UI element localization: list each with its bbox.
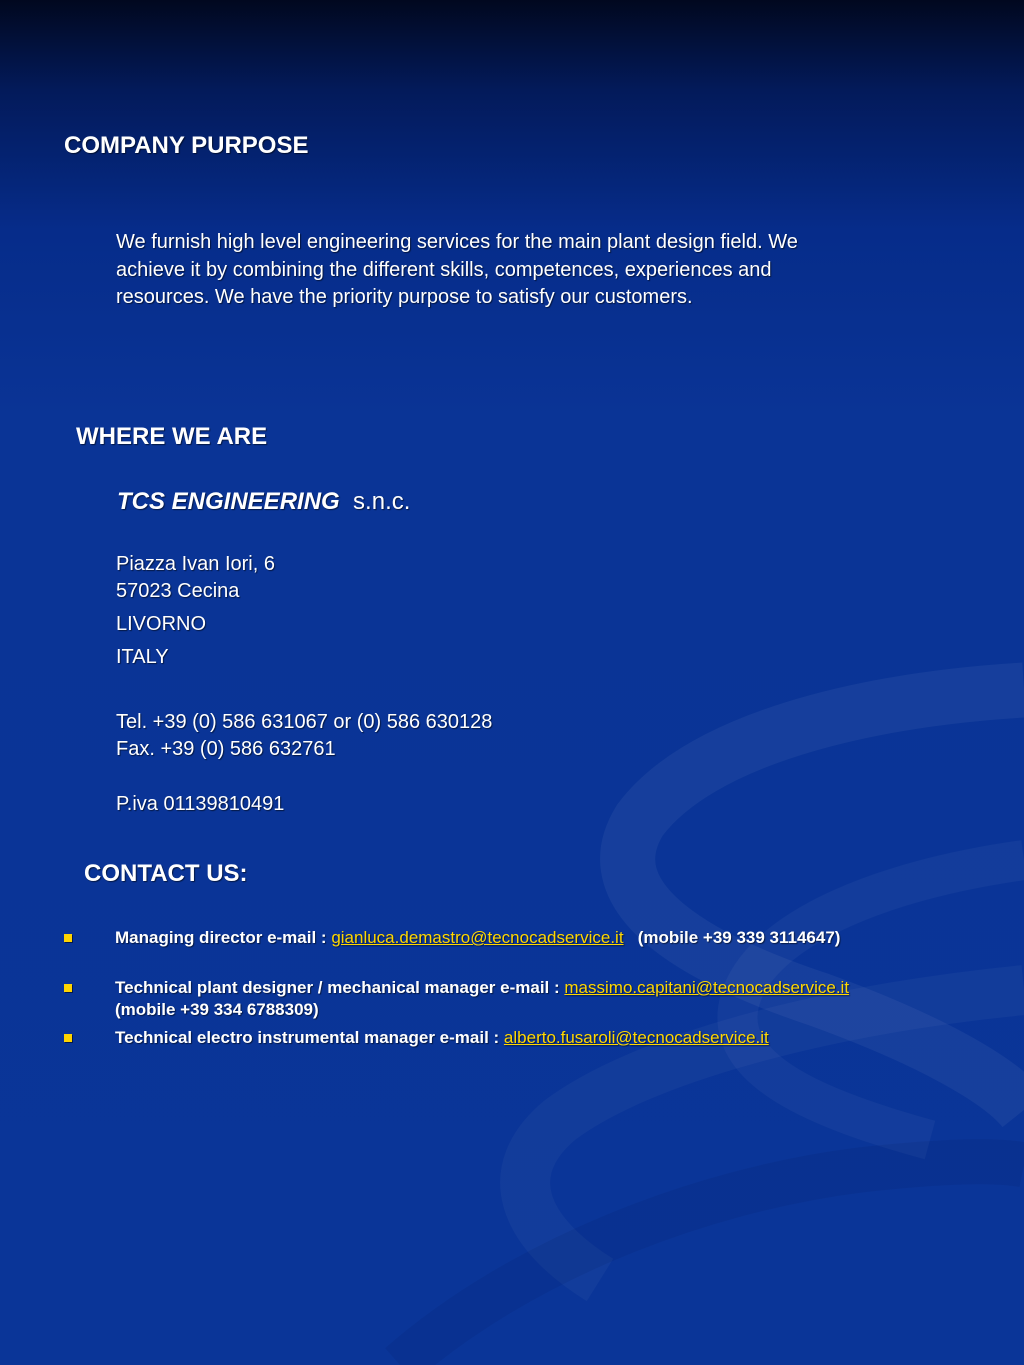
- fax: Fax. +39 (0) 586 632761: [116, 738, 336, 760]
- telephone: Tel. +39 (0) 586 631067 or (0) 586 630128: [116, 711, 493, 733]
- address-street: Piazza Ivan Iori, 6: [116, 553, 275, 575]
- bullet-square-icon: [64, 984, 72, 992]
- contact-role: Technical electro instrumental manager e-mail :: [115, 1028, 504, 1047]
- purpose-line: We furnish high level engineering services for the main plant design field. We: [116, 231, 798, 253]
- email-link[interactable]: massimo.capitani@tecnocadservice.it: [564, 978, 850, 997]
- company-purpose-heading: COMPANY PURPOSE: [64, 132, 309, 159]
- where-we-are-heading: WHERE WE ARE: [76, 423, 268, 450]
- contact-us-heading: CONTACT US:: [84, 860, 248, 887]
- company-suffix: s.n.c.: [353, 488, 411, 515]
- address-city: 57023 Cecina: [116, 580, 240, 602]
- bullet-square-icon: [64, 934, 72, 942]
- contact-role: Technical plant designer / mechanical manager e-mail :: [115, 978, 565, 997]
- purpose-line: achieve it by combining the different skills, competences, experiences and: [116, 258, 772, 281]
- email-link[interactable]: alberto.fusaroli@tecnocadservice.it: [503, 1028, 769, 1047]
- contact-mobile: (mobile +39 339 3114647): [637, 928, 841, 947]
- company-name: TCS ENGINEERING: [117, 488, 340, 515]
- vat-number: P.iva 01139810491: [116, 793, 285, 815]
- address-province: LIVORNO: [116, 613, 207, 635]
- contact-role: Managing director e-mail :: [115, 928, 332, 947]
- bullet-square-icon: [64, 1034, 72, 1042]
- email-link[interactable]: gianluca.demastro@tecnocadservice.it: [331, 928, 624, 947]
- purpose-line: resources. We have the priority purpose to satisfy our customers.: [116, 286, 693, 308]
- address-country: ITALY: [116, 646, 169, 668]
- contact-mobile: (mobile +39 334 6788309): [115, 1000, 319, 1019]
- company-name-line: [117, 488, 410, 516]
- company-purpose-paragraph: [116, 229, 916, 312]
